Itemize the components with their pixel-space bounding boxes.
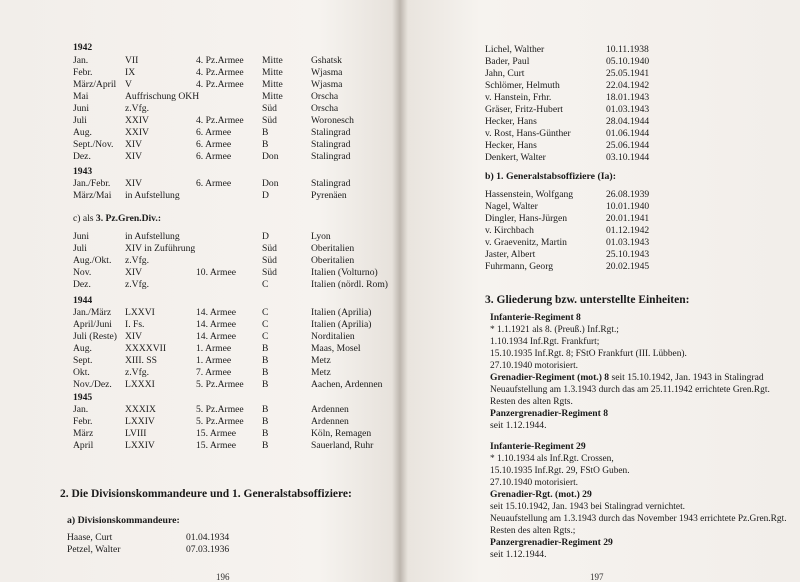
pgr29-title: Panzergrenadier-Regiment 29 xyxy=(490,537,613,548)
appointment-date: 10.01.1940 xyxy=(606,201,650,212)
person-name: Lichel, Walther xyxy=(485,44,545,55)
cell-corps: XXXXVII xyxy=(125,343,167,354)
cell-army: 6. Armee xyxy=(196,178,232,189)
table-row xyxy=(0,79,400,91)
cell-period: Febr. xyxy=(73,67,93,78)
year-1945: 1945 xyxy=(73,392,93,403)
cell-period: Juli xyxy=(73,115,87,126)
appointment-date: 26.08.1939 xyxy=(606,189,650,200)
table-row xyxy=(0,127,400,139)
person-name: Dingler, Hans-Jürgen xyxy=(485,213,568,224)
right-page xyxy=(400,0,800,582)
list-item xyxy=(400,44,800,56)
person-name: Jaster, Albert xyxy=(485,249,536,260)
cell-corps: z.Vfg. xyxy=(125,279,149,290)
cell-corps: in Aufstellung xyxy=(125,190,180,201)
text-line: Neuaufstellung am 1.3.1943 durch das November 1943 errichtete Pz.Gren.Rgt. xyxy=(490,514,787,524)
cell-location: Italien (Volturno) xyxy=(311,267,378,278)
cell-corps: V xyxy=(125,79,132,90)
cell-army-group: Süd xyxy=(262,255,277,266)
cell-corps: XXXIX xyxy=(125,404,156,415)
cell-period: Aug. xyxy=(73,343,92,354)
cell-corps: LXXIV xyxy=(125,440,155,451)
list-item xyxy=(0,532,400,544)
appointment-date: 01.06.1944 xyxy=(606,128,650,139)
section-3-heading: 3. Gliederung bzw. unterstellte Einheiten: xyxy=(485,294,690,306)
appointment-date: 25.05.1941 xyxy=(606,68,650,79)
cell-corps: IX xyxy=(125,67,136,78)
cell-corps: in Aufstellung xyxy=(125,231,180,242)
list-item xyxy=(400,140,800,152)
person-name: Jahn, Curt xyxy=(485,68,525,79)
cell-corps: Auffrischung OKH xyxy=(125,91,200,102)
cell-army-group: B xyxy=(262,343,269,354)
cell-location: Stalingrad xyxy=(311,151,351,162)
cell-location: Sauerland, Ruhr xyxy=(311,440,374,451)
table-row xyxy=(0,440,400,452)
cell-army: 15. Armee xyxy=(196,428,236,439)
person-name: Hecker, Hans xyxy=(485,140,537,151)
section-2-heading: 2. Die Divisionskommandeure und 1. Generalstabsoffiziere: xyxy=(60,488,352,500)
gr8-title: Grenadier-Regiment (mot.) 8 xyxy=(490,372,610,383)
cell-location: Maas, Mosel xyxy=(311,343,361,354)
gr8-line1-rest: seit 15.10.1942, Jan. 1943 in Stalingrad xyxy=(609,372,764,383)
cell-location: Ardennen xyxy=(311,404,349,415)
ir8-title: Infanterie-Regiment 8 xyxy=(490,312,581,323)
cell-army-group: C xyxy=(262,319,269,330)
section-2a-heading: a) Divisionskommandeure: xyxy=(67,515,180,526)
cell-corps: XIV xyxy=(125,139,143,150)
table-row xyxy=(0,355,400,367)
table-row xyxy=(0,67,400,79)
cell-period: März xyxy=(73,428,94,439)
cell-location: Stalingrad xyxy=(311,178,351,189)
ir29-title: Infanterie-Regiment 29 xyxy=(490,441,586,452)
person-name: Schlömer, Helmuth xyxy=(485,80,560,91)
cell-location: Aachen, Ardennen xyxy=(311,379,383,390)
cell-corps: XIII. SS xyxy=(125,355,157,366)
list-item xyxy=(400,104,800,116)
table-row xyxy=(0,343,400,355)
table-row xyxy=(0,404,400,416)
table-row xyxy=(0,91,400,103)
cell-period: Aug. xyxy=(73,127,92,138)
year-1942: 1942 xyxy=(73,42,93,53)
cell-location: Orscha xyxy=(311,103,339,114)
cell-army-group: Süd xyxy=(262,243,277,254)
cell-location: Wjasma xyxy=(311,79,343,90)
appointment-date: 20.02.1945 xyxy=(606,261,650,272)
cell-army-group: B xyxy=(262,139,269,150)
list-item xyxy=(400,213,800,225)
cell-army: 5. Pz.Armee xyxy=(196,379,244,390)
text-line: 27.10.1940 motorisiert. xyxy=(490,478,579,488)
text-line: 15.10.1935 Inf.Rgt. 8; FStO Frankfurt (III. Lübben). xyxy=(490,349,687,359)
list-item xyxy=(400,152,800,164)
person-name: Fuhrmann, Georg xyxy=(485,261,554,272)
appointment-date: 01.03.1943 xyxy=(606,237,650,248)
cell-period: Jan./Febr. xyxy=(73,178,111,189)
cell-army: 4. Pz.Armee xyxy=(196,79,244,90)
text-line: 1.10.1934 Inf.Rgt. Frankfurt; xyxy=(490,337,600,347)
appointment-date: 25.06.1944 xyxy=(606,140,650,151)
text-line: Neuaufstellung am 1.3.1943 durch das am 25.11.1942 errichtete Gren.Rgt. xyxy=(490,385,770,395)
cell-location: Lyon xyxy=(311,231,331,242)
cell-army: 4. Pz.Armee xyxy=(196,55,244,66)
table-row xyxy=(0,279,400,291)
text-line: 27.10.1940 motorisiert. xyxy=(490,361,579,371)
appointment-date: 22.04.1942 xyxy=(606,80,650,91)
cell-army: 5. Pz.Armee xyxy=(196,416,244,427)
gr29-title: Grenadier-Rgt. (mot.) 29 xyxy=(490,489,592,500)
cell-location: Wjasma xyxy=(311,67,343,78)
pz-gren-bold: 3. Pz.Gren.Div.: xyxy=(95,213,162,224)
cell-period: März/Mai xyxy=(73,190,112,201)
table-row xyxy=(0,139,400,151)
cell-period: Juli xyxy=(73,243,87,254)
cell-period: Juni xyxy=(73,103,89,114)
cell-period: Nov./Dez. xyxy=(73,379,112,390)
cell-period: Jan. xyxy=(73,404,89,415)
cell-army: 4. Pz.Armee xyxy=(196,115,244,126)
cell-army-group: D xyxy=(262,190,269,201)
year-1944: 1944 xyxy=(73,295,93,306)
list-item xyxy=(400,68,800,80)
cell-army-group: Süd xyxy=(262,267,277,278)
table-row xyxy=(0,267,400,279)
person-name: Hecker, Hans xyxy=(485,116,537,127)
cell-corps: z.Vfg. xyxy=(125,367,149,378)
cell-corps: VII xyxy=(125,55,139,66)
person-name: v. Graevenitz, Martin xyxy=(485,237,567,248)
cell-army: 15. Armee xyxy=(196,440,236,451)
pz-gren-prefix: c) als xyxy=(73,213,96,224)
person-name: Haase, Curt xyxy=(67,532,113,543)
cell-period: April xyxy=(73,440,94,451)
table-row xyxy=(0,255,400,267)
cell-army-group: B xyxy=(262,428,269,439)
year-1943: 1943 xyxy=(73,166,93,177)
cell-army-group: C xyxy=(262,331,269,342)
cell-location: Ardennen xyxy=(311,416,349,427)
table-row xyxy=(0,115,400,127)
table-row xyxy=(0,379,400,391)
cell-period: Okt. xyxy=(73,367,90,378)
cell-corps: z.Vfg. xyxy=(125,103,149,114)
person-name: Nagel, Walter xyxy=(485,201,538,212)
cell-location: Gshatsk xyxy=(311,55,342,66)
cell-army: 6. Armee xyxy=(196,139,232,150)
person-name: Hassenstein, Wolfgang xyxy=(485,189,574,200)
cell-corps: XIV xyxy=(125,267,143,278)
table-row xyxy=(0,307,400,319)
list-item xyxy=(400,225,800,237)
person-name: v. Hanstein, Frhr. xyxy=(485,92,552,103)
table-row xyxy=(0,178,400,190)
list-item xyxy=(400,189,800,201)
cell-corps: I. Fs. xyxy=(125,319,145,330)
list-item xyxy=(400,128,800,140)
cell-army: 1. Armee xyxy=(196,343,232,354)
cell-period: Sept./Nov. xyxy=(73,139,114,150)
cell-army: 1. Armee xyxy=(196,355,232,366)
list-item xyxy=(400,201,800,213)
person-name: v. Kirchbach xyxy=(485,225,534,236)
left-page-number: 196 xyxy=(216,572,230,582)
pgr29-since: seit 1.12.1944. xyxy=(490,549,547,560)
table-row xyxy=(0,190,400,202)
cell-army-group: Don xyxy=(262,151,279,162)
cell-location: Metz xyxy=(311,355,331,366)
cell-corps: XIV xyxy=(125,178,143,189)
table-row xyxy=(0,319,400,331)
cell-location: Italien (Aprilia) xyxy=(311,319,372,330)
cell-corps: LXXIV xyxy=(125,416,155,427)
list-item xyxy=(400,237,800,249)
table-row xyxy=(0,331,400,343)
cell-army-group: C xyxy=(262,279,269,290)
cell-army: 4. Pz.Armee xyxy=(196,67,244,78)
cell-location: Pyrenäen xyxy=(311,190,347,201)
cell-corps: LXXVI xyxy=(125,307,155,318)
cell-army-group: B xyxy=(262,416,269,427)
table-row xyxy=(0,243,400,255)
pz-gren-heading xyxy=(73,213,161,225)
cell-army-group: Mitte xyxy=(262,55,283,66)
list-item xyxy=(400,249,800,261)
cell-period: April/Juni xyxy=(73,319,112,330)
text-line: * 1.1.1921 als 8. (Preuß.) Inf.Rgt.; xyxy=(490,325,619,335)
text-line: Resten des alten Rgts.; xyxy=(490,526,576,536)
appointment-date: 07.03.1936 xyxy=(186,544,230,555)
table-row xyxy=(0,428,400,440)
cell-corps: LXXXI xyxy=(125,379,155,390)
person-name: Gräser, Fritz-Hubert xyxy=(485,104,563,115)
table-row xyxy=(0,416,400,428)
table-row xyxy=(0,151,400,163)
cell-army-group: Mitte xyxy=(262,67,283,78)
cell-army: 6. Armee xyxy=(196,127,232,138)
appointment-date: 05.10.1940 xyxy=(606,56,650,67)
appointment-date: 20.01.1941 xyxy=(606,213,650,224)
cell-army: 7. Armee xyxy=(196,367,232,378)
text-line: Resten des alten Rgts. xyxy=(490,397,573,407)
person-name: Bader, Paul xyxy=(485,56,530,67)
cell-army-group: Mitte xyxy=(262,79,283,90)
cell-location: Woronesch xyxy=(311,115,354,126)
text-line: seit 15.10.1942, Jan. 1943 bei Stalingrad vernichtet. xyxy=(490,502,686,512)
cell-period: Dez. xyxy=(73,151,91,162)
cell-corps: XIV xyxy=(125,331,143,342)
list-item xyxy=(0,544,400,556)
list-item xyxy=(400,116,800,128)
person-name: v. Rost, Hans-Günther xyxy=(485,128,571,139)
cell-location: Italien (Aprilia) xyxy=(311,307,372,318)
cell-corps: z.Vfg. xyxy=(125,255,149,266)
cell-army-group: B xyxy=(262,367,269,378)
cell-location: Oberitalien xyxy=(311,255,355,266)
appointment-date: 18.01.1943 xyxy=(606,92,650,103)
table-row xyxy=(0,103,400,115)
cell-period: Mai xyxy=(73,91,89,102)
cell-corps: XIV xyxy=(125,151,143,162)
cell-army-group: D xyxy=(262,231,269,242)
gr8-line1 xyxy=(490,372,764,384)
table-row xyxy=(0,231,400,243)
cell-period: Dez. xyxy=(73,279,91,290)
cell-army-group: B xyxy=(262,127,269,138)
cell-period: Aug./Okt. xyxy=(73,255,112,266)
cell-period: Sept. xyxy=(73,355,93,366)
list-item xyxy=(400,92,800,104)
cell-corps: XXIV xyxy=(125,127,149,138)
cell-location: Stalingrad xyxy=(311,139,351,150)
appointment-date: 03.10.1944 xyxy=(606,152,650,163)
cell-army-group: B xyxy=(262,355,269,366)
cell-location: Köln, Remagen xyxy=(311,428,372,439)
cell-corps: LVIII xyxy=(125,428,147,439)
cell-army: 14. Armee xyxy=(196,331,236,342)
appointment-date: 01.03.1943 xyxy=(606,104,650,115)
pgr8-since: seit 1.12.1944. xyxy=(490,420,547,431)
cell-army-group: Mitte xyxy=(262,91,283,102)
cell-army: 10. Armee xyxy=(196,267,236,278)
cell-army-group: B xyxy=(262,440,269,451)
appointment-date: 25.10.1943 xyxy=(606,249,650,260)
cell-location: Stalingrad xyxy=(311,127,351,138)
section-2b-heading: b) 1. Generalstabsoffiziere (Ia): xyxy=(485,171,616,182)
cell-period: Febr. xyxy=(73,416,93,427)
list-item xyxy=(400,80,800,92)
table-row xyxy=(0,367,400,379)
appointment-date: 01.04.1934 xyxy=(186,532,230,543)
cell-army-group: B xyxy=(262,379,269,390)
appointment-date: 10.11.1938 xyxy=(606,44,649,55)
cell-period: Jan./März xyxy=(73,307,112,318)
cell-period: Jan. xyxy=(73,55,89,66)
cell-army-group: Süd xyxy=(262,115,277,126)
cell-location: Oberitalien xyxy=(311,243,355,254)
cell-army: 5. Pz.Armee xyxy=(196,404,244,415)
cell-army: 14. Armee xyxy=(196,319,236,330)
person-name: Petzel, Walter xyxy=(67,544,121,555)
person-name: Denkert, Walter xyxy=(485,152,546,163)
list-item xyxy=(400,56,800,68)
cell-corps: XXIV xyxy=(125,115,149,126)
cell-army: 6. Armee xyxy=(196,151,232,162)
cell-army-group: B xyxy=(262,404,269,415)
cell-army-group: Don xyxy=(262,178,279,189)
cell-period: Nov. xyxy=(73,267,92,278)
cell-location: Orscha xyxy=(311,91,339,102)
table-row xyxy=(0,55,400,67)
appointment-date: 28.04.1944 xyxy=(606,116,650,127)
cell-location: Metz xyxy=(311,367,331,378)
cell-period: März/April xyxy=(73,79,117,90)
cell-army-group: C xyxy=(262,307,269,318)
cell-corps: XIV in Zuführung xyxy=(125,243,196,254)
cell-army-group: Süd xyxy=(262,103,277,114)
cell-location: Italien (nördl. Rom) xyxy=(311,279,388,290)
cell-period: Juni xyxy=(73,231,89,242)
appointment-date: 01.12.1942 xyxy=(606,225,650,236)
right-page-number: 197 xyxy=(590,572,604,582)
cell-army: 14. Armee xyxy=(196,307,236,318)
text-line: 15.10.1935 Inf.Rgt. 29, FStO Guben. xyxy=(490,466,630,476)
cell-location: Norditalien xyxy=(311,331,355,342)
pgr8-title: Panzergrenadier-Regiment 8 xyxy=(490,408,609,419)
list-item xyxy=(400,261,800,273)
cell-period: Juli (Reste) xyxy=(73,331,117,342)
text-line: * 1.10.1934 als Inf.Rgt. Crossen, xyxy=(490,454,614,464)
